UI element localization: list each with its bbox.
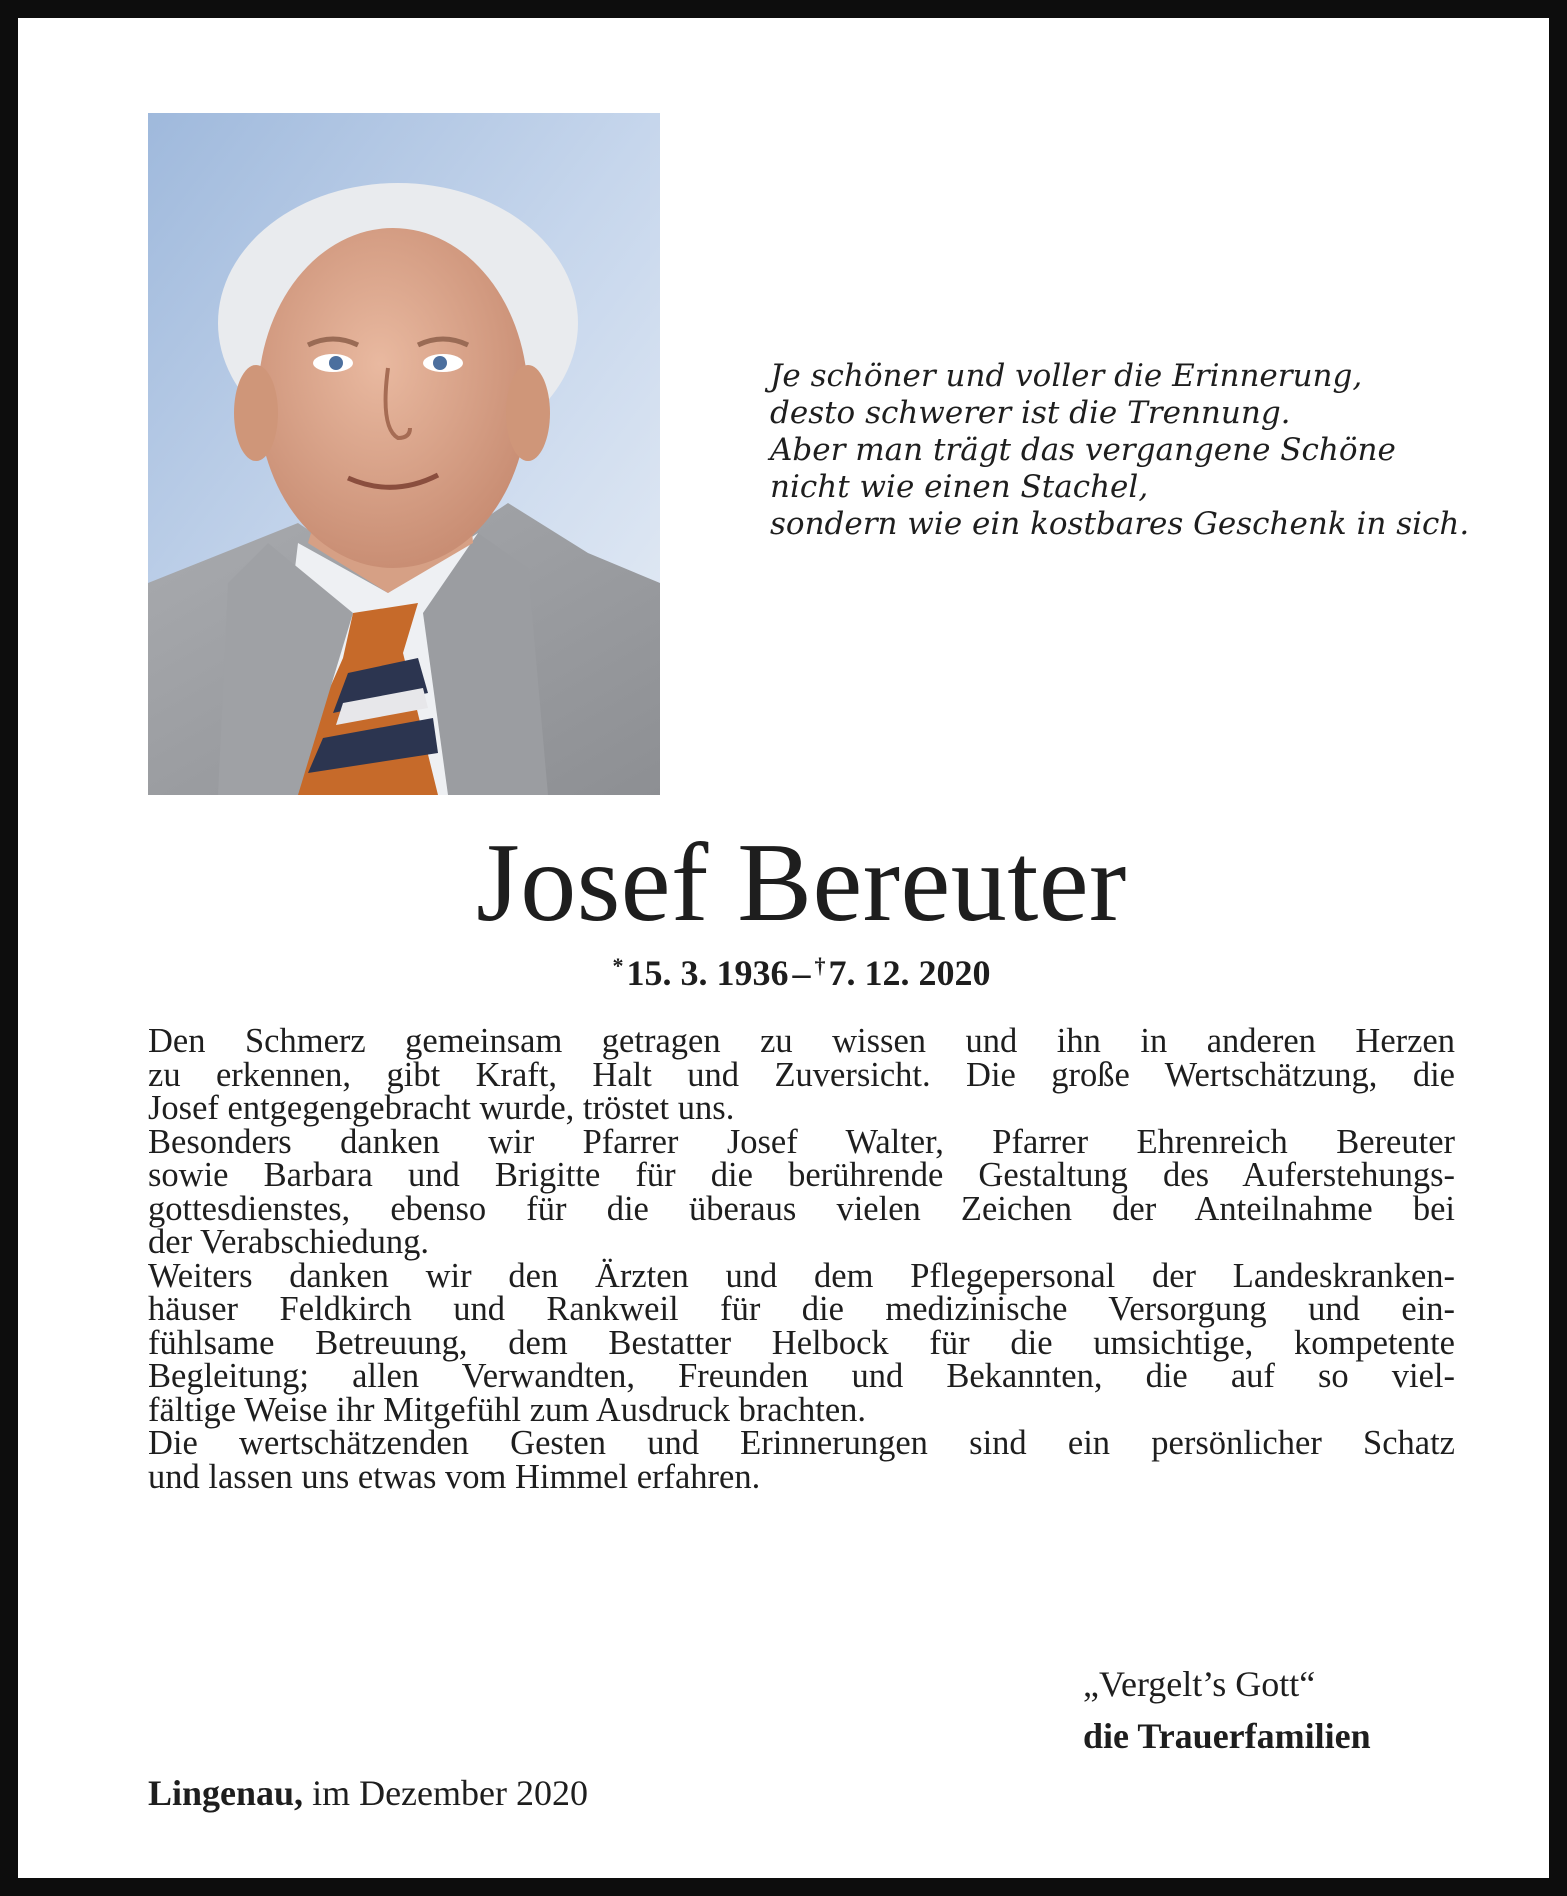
birth-symbol: * [612, 953, 624, 978]
text-line: und lassen uns etwas vom Himmel erfahren. [148, 1457, 761, 1496]
signature: die Trauerfamilien [1083, 1716, 1371, 1756]
text-line: gottesdienstes, ebenso für die überaus vielen Zeichen der Anteilnahme bei [148, 1189, 1455, 1228]
life-dates [18, 944, 1567, 995]
text-line: Josef entgegengebracht wurde, tröstet uns. [148, 1089, 735, 1127]
place-name: Lingenau, [148, 1773, 304, 1813]
date-separator: – [792, 953, 811, 993]
birth-date: 15. 3. 1936 [626, 953, 789, 993]
date-line: im Dezember 2020 [312, 1773, 588, 1813]
deceased-name: Josef Bereuter [476, 821, 1127, 945]
text-line: fältige Weise ihr Mitgefühl zum Ausdruck brachten. [148, 1390, 867, 1429]
text-line: der Verabschiedung. [148, 1223, 430, 1261]
text-line: häuser Feldkirch und Rankweil für die medizinische Versorgung und ein- [148, 1290, 1455, 1328]
text-line: fühlsame Betreuung, dem Bestatter Helbock für die umsichtige, kompetente [148, 1323, 1455, 1362]
place-date [148, 1771, 588, 1815]
thanks-text [148, 1022, 1455, 1496]
quote-line: Aber man trägt das vergangene Schöne [770, 432, 1396, 468]
text-line: sowie Barbara und Brigitte für die berührende Gestaltung des Auferstehungs- [148, 1156, 1455, 1194]
closing-phrase: „Vergelt’s Gott“ [1083, 1664, 1316, 1704]
text-line: Den Schmerz gemeinsam getragen zu wissen und ihn in anderen Herzen [148, 1022, 1455, 1060]
quote-line: desto schwerer ist die Trennung. [770, 395, 1291, 431]
text-line: Begleitung; allen Verwandten, Freunden und Bekannten, die auf so viel- [148, 1357, 1455, 1395]
death-symbol: † [814, 953, 826, 978]
quote-line: Je schöner und voller die Erinnerung, [770, 358, 1363, 394]
text-line: Weiters danken wir den Ärzten und dem Pflegepersonal der Landeskranken- [148, 1256, 1455, 1295]
memorial-quote [770, 358, 1490, 543]
text-line: Die wertschätzenden Gesten und Erinnerungen sind ein persönlicher Schatz [148, 1424, 1455, 1462]
text-line: Besonders danken wir Pfarrer Josef Walter, Pfarrer Ehrenreich Bereuter [148, 1122, 1455, 1161]
quote-line: sondern wie ein kostbares Geschenk in sich. [770, 506, 1470, 542]
quote-line: nicht wie einen Stachel, [770, 469, 1149, 505]
text-line: zu erkennen, gibt Kraft, Halt und Zuversicht. Die große Wertschätzung, die [148, 1055, 1455, 1094]
portrait-photo [148, 113, 660, 795]
death-date: 7. 12. 2020 [828, 953, 991, 993]
closing-block [1083, 1658, 1463, 1762]
